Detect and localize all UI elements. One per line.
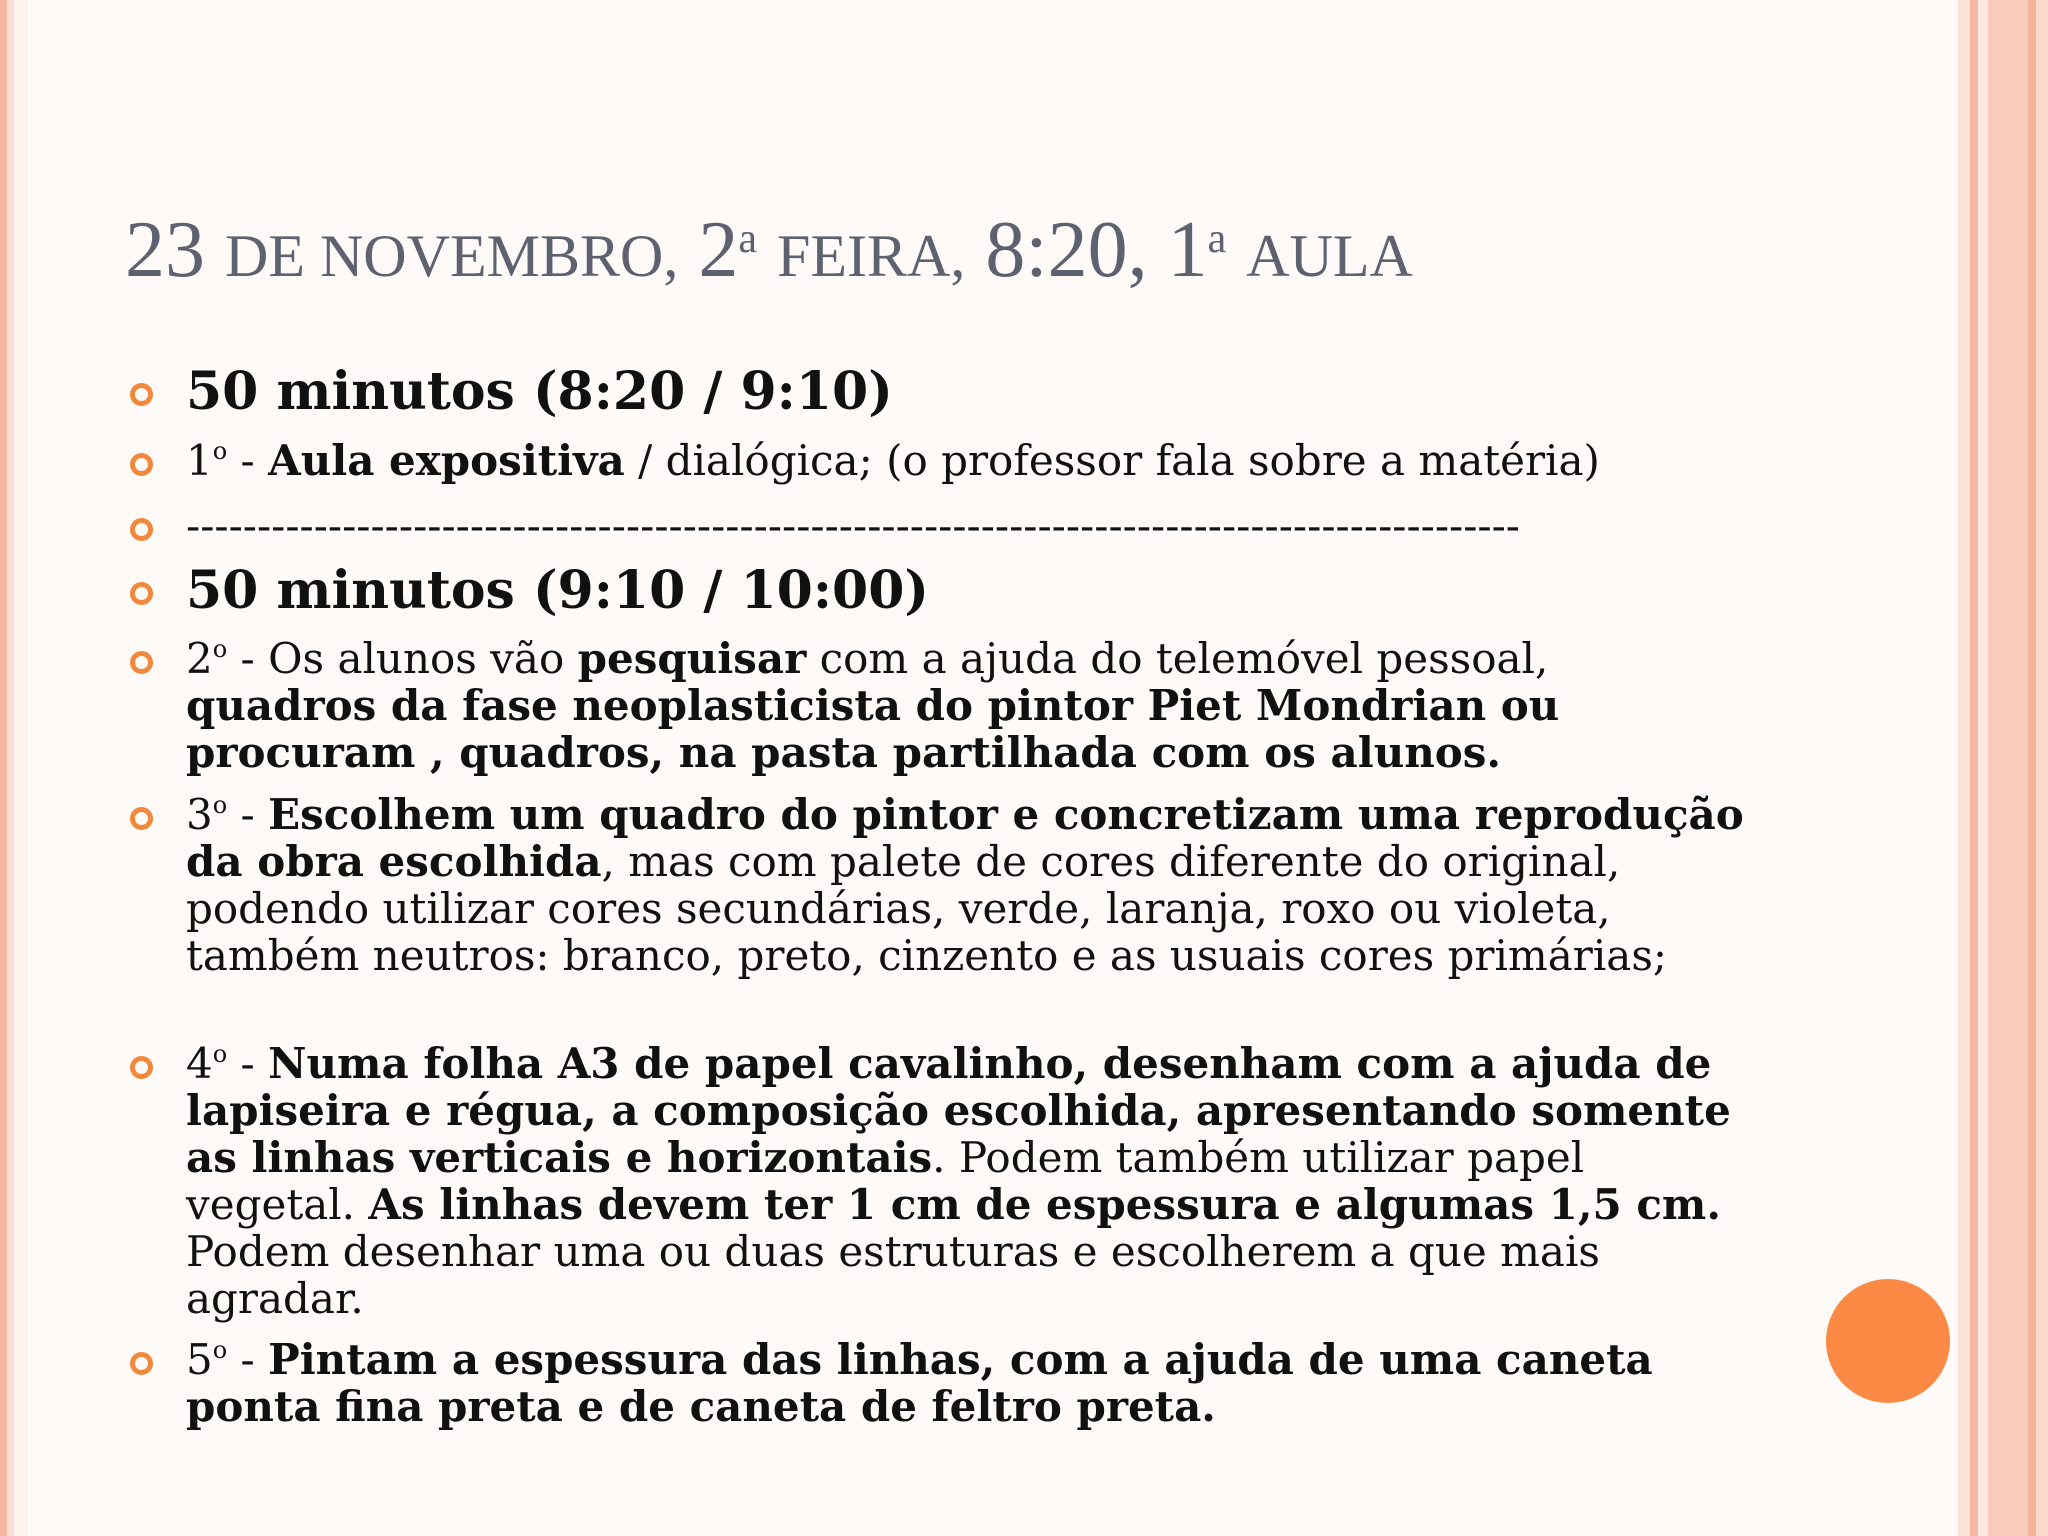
- step-separator: -: [240, 634, 255, 683]
- bullet-circle-icon: [130, 453, 153, 476]
- step-ordinal: 2: [186, 634, 213, 683]
- step-text: , mas com palete de cores diferente do original, podendo utilizar cores secundárias, verde, laranja, roxo ou violeta, também neutros: branco, preto, cinzento e as usuais cores primárias;: [186, 837, 1668, 980]
- step-ordinal: 5: [186, 1335, 213, 1384]
- list-item-step-2: [186, 635, 1746, 776]
- step-text: / dialógica; (o professor fala sobre a matéria): [638, 436, 1600, 485]
- list-item-duration-1: [186, 362, 1746, 422]
- list-item-step-1: [186, 437, 1746, 484]
- bullet-circle-icon: [130, 807, 153, 830]
- title-month: DE NOVEMBRO,: [225, 223, 679, 289]
- title-weekday-text: FEIRA,: [777, 223, 966, 289]
- bullet-circle-icon: [130, 383, 153, 406]
- title-class-sup: a: [1207, 216, 1227, 262]
- divider-dashes: ----------------------------------------------------------------------------------------------: [186, 501, 1520, 550]
- step-ordinal: 4: [186, 1039, 213, 1088]
- step-bold-text: Aula expositiva: [268, 436, 625, 485]
- left-border-stripes: [0, 0, 28, 1536]
- step-separator: -: [240, 1335, 255, 1384]
- step-text: Os alunos vão: [268, 634, 565, 683]
- bullet-circle-icon: [130, 518, 153, 541]
- step-text: . Podem também utilizar papel vegetal.: [186, 1133, 1585, 1229]
- step-ordinal-sup: o: [212, 635, 228, 663]
- step-ordinal-sup: o: [212, 1336, 228, 1364]
- step-bold-text: quadros da fase neoplasticista do pintor Piet Mondrian ou procuram , quadros, na pasta partilhada com os alunos.: [186, 681, 1560, 777]
- title-time: 8:20,: [985, 206, 1148, 294]
- orange-circle-icon: [1826, 1279, 1950, 1403]
- item-text: 50 minutos (9:10 / 10:00): [186, 560, 930, 621]
- title-weekday-number: 2: [698, 206, 739, 294]
- step-separator: -: [240, 436, 255, 485]
- step-bold-text: Numa folha A3 de papel cavalinho, desenham com a ajuda de lapiseira e régua, a composição escolhida, apresentando somente as linhas verticais e horizontais: [186, 1039, 1731, 1182]
- title-class-number: 1: [1167, 206, 1208, 294]
- slide-title: [125, 206, 1413, 294]
- step-ordinal-sup: o: [212, 791, 228, 819]
- step-bold-text: Escolhem um quadro do pintor e concretizam uma reprodução da obra escolhida: [186, 790, 1744, 886]
- list-item-divider: [186, 502, 1746, 549]
- step-bold-text: As linhas devem ter 1 cm de espessura e algumas 1,5 cm.: [368, 1180, 1721, 1229]
- list-item-step-5: [186, 1336, 1746, 1430]
- list-item-step-4: [186, 1040, 1746, 1322]
- list-item-duration-2: [186, 561, 1746, 621]
- list-item-step-3: [186, 791, 1746, 979]
- item-text: 50 minutos (8:20 / 9:10): [186, 361, 893, 422]
- bullet-circle-icon: [130, 651, 153, 674]
- step-bold-text: pesquisar: [577, 634, 807, 683]
- title-weekday-sup: a: [738, 216, 757, 262]
- step-bold-text: Pintam a espessura das linhas, com a ajuda de uma caneta ponta fina preta e de caneta de feltro preta.: [186, 1335, 1653, 1431]
- right-border-stripes: [1958, 0, 2048, 1536]
- bullet-circle-icon: [130, 1056, 153, 1079]
- step-separator: -: [240, 1039, 255, 1088]
- step-separator: -: [240, 790, 255, 839]
- step-ordinal: 1: [186, 436, 213, 485]
- bullet-circle-icon: [130, 1352, 153, 1375]
- step-text: com a ajuda do telemóvel pessoal,: [819, 634, 1549, 683]
- title-class-text: AULA: [1246, 223, 1413, 289]
- step-text: Podem desenhar uma ou duas estruturas e escolherem a que mais agradar.: [186, 1227, 1600, 1323]
- step-ordinal-sup: o: [212, 1040, 228, 1068]
- bullet-circle-icon: [130, 582, 153, 605]
- step-ordinal: 3: [186, 790, 213, 839]
- step-ordinal-sup: o: [212, 437, 228, 465]
- title-day: 23: [125, 206, 205, 294]
